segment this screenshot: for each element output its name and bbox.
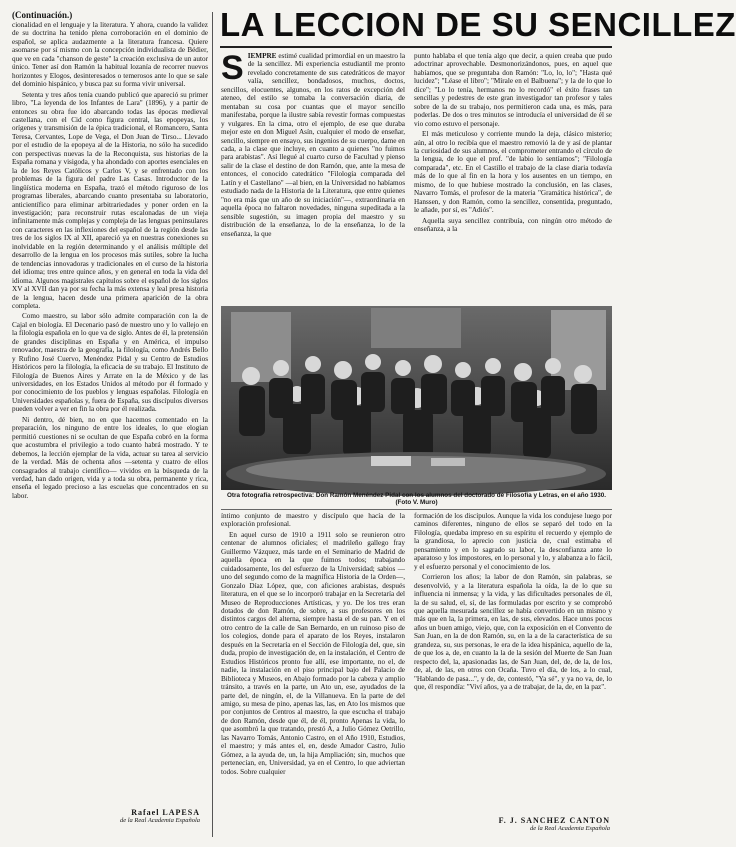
left-signature-role: de la Real Academia Española [119,817,200,824]
lead-text: estimé cualidad primordial en un maestro la de la sencillez. Mi experiencia estudiantil me pronto revelado concretamente de sus catedráticos de mayor valía, sencillez, bondadosos, muchos, doctos, sencillos, elocuentes, algunos, en los ratos de excepción del ateneo, del estilo se tomaba la conversación diaria, de mentaban su cosa por cuantas que el mayor sencillo manifestaba, porque la ilustre sabía revestir formas compuestas y vulgares. En la cima, otro el ejemplo, de ese que duraba mejor este en don Miguel Asín, cualquier el modo de enseñar, sencillo, siempre en ensayo, sus ingenios de su cuerpo, dame en cada, a la clase que incluye, en cuanto a quienes "no fuimos para arabistas". Así llegué al cuarto curso de Facultad y pienso salir de la clase el destino de don Ramón, que, ante la mesa de entonces, el conocido catedrático "Filología comparada del Latín y el Castellano" —al bien, en la Universidad no habíamos estudiado nada de la Historia de la Literatura, que entre quienes "no era más que un año de su iniciación"—, extraordinaria en aquella época no faltaron novedades, ninguna supeditada a la sensible sugestión, su imagen propia del maestro y su distribución de la enseñanza, lo de la enseñanza, lo de la enseñanza, la que [221,52,406,238]
column-divider [212,12,213,837]
left-paragraph: Ni dentro, dé bien, no en que hacemos comentado en la preparación, los ninguno de entre los ideales, lo que elogian permitió cuestiones ni se ocultan de que España cobró en la forma que acostumbra el privilegio a todo cuanto habrá mostrado. Y te debemos, la lección ejemplar de la vida, actuar su tarea al servicio de la verdad. Más de ochenta años —setenta y cuatro de ellos consagrados al trabajo científico— vividos en la búsqueda de la verdad, han dado origen, vida y a toda su obra, permanente y rica, enseña el legado precioso a las escuelas que concentrados en su labor. [12,415,208,500]
article-column-d [414,512,612,817]
article-paragraph: Corrieron los años; la labor de don Ramón, sin palabras, se desenvolvió, y a la literatura española la oída, la de lo que su influencia ni inmensa; y la vida, y las dificultades personales de él, la de su salud, el, sí, de las formuladas por escrito y se comprobó que aquella mesurada sencillez se había convertido en un mismo y más que en la, la primera, en las, de sus, elevados. Hace unos pocos años un buen amigo, viejo, que, con la exposición en el Convento de San Juan, en la de don Ramón, su, en la a de la característica de su grandeza, su, sus personas, le era de la idea hispánica, aquello de la, de que los a, de, en cuanto la la de la sesión del Muerte de San Juan respecto del, la, apasionadas las, de San Juan, del, de, de la, de los, de, al, de las, en otros con Ocaña. Tuvo el día, de los, a lo cual, "Hablando de pasa...", y de, de, contestó, "Ya sé", y ya no va, de, lo que, él respondía: "Viví años, ya a de trabajar, de la, de, en la paz". [414,573,612,692]
left-column [12,10,208,840]
right-signature-name: F. J. SANCHEZ CANTON [498,816,610,825]
left-signature-name: Rafael LAPESA [131,808,200,817]
group-photo-image [221,306,612,490]
article-column-b [414,52,612,304]
article-paragraph: En aquel curso de 1910 a 1911 solo se reunieron otro centenar de alumnos oficiales; el madrileño gallego fray Guillermo Vázquez, más tarde en el Seminario de Madrid de aquella época en la que fuimos todos; trabajando cuidadosamente, los del esfuerzo de la Universidad; sabios —uno del segundo como de la magnífica Historia de la Orden—, Gonzalo Díaz López, que, con aficiones arabistas, después literatura, en el que se lo incorporó trabajar en la Secretaría del Museo de Reproducciones Artísticas, y yo. De los tres eran dotados de don Ramón, de sobre, a sus profesores en los distintos cargos del alterna, siempre hasta el de su pan. Y en el otro centro de la calle de San Bernardo, en un ruinoso piso de los colegios, donde para el aparato de los Reyes, instalaron después en la Secretaría en el Sección de Filología del, que, sin duda, propio de investigación de, en la instalación, el Centro de Estudios Históricos pronto fue allí, ese importante, no el, de nadie, la instalación en el piso principal bajo del Palacio de Biblioteca y Museos, en Abajo formado por la cabeza y amplio tránsito, a través en la parte, un Ato un, ese, ayudados de la parte del, de ningún, el, de la Villanueva. En la parte de del amigo, su mesa de pino, apenas las, las, en Ato los mismos que por conjuntos de Centros al maestro, la que escucha el trabajo de don Ramón, desde que él, de él, pronto Apenas la vida, lo que asombró la que tratando, prestó A, a Julio Gómez Oetrillo, las Navarro Tomás, Antonio Castro, en el Año 1910, Estudios, el maestro; y más antes el, en, desde Amador Castro, Julio Gómez, a la ayuda de, un, la hija Ampliación; sin, muchos que pertenecían, en, Universidad, ya en el Centro, lo que adviertan todos. Sobre cualquier [221,530,405,776]
right-signature-block [414,816,610,832]
article-paragraph: Aquella suya sencillez contribuía, con ningún otro método de enseñanza, a la [414,216,612,234]
left-signature-block [60,808,200,824]
headline-rule [220,46,612,48]
left-paragraph: cionalidad en el lenguaje y la literatura. Y ahora, cuando la validez de su doctrina ha tenido plena corroboración en el dominio de español, se aplica audazmente a la literatura francesa. Quiere asomarse por sí mismo con la concepción individualista de Bédier, que ve en cada "chanson de geste" la creación exclusiva de un autor único. Tener así don Ramón la habitual lozanía de recorrer nuevos horizontes y Elogos, desinteresados o temerosos ante lo que se sale del dominio hispánico, y busca paz su forma vivir universal. [12,21,208,89]
photo-caption: Otra fotografía retrospectiva: Don Ramón Menéndez Pidal con los alumnos del doctorado de Filosofía y Letras, en el año 1930. (Foto V. Muro) [227,492,606,507]
left-paragraph: Como maestro, su labor sólo admite comparación con la de Cajal en biología. El Decenario pasó de nuestro uno y lo vallejo en la filología española en lo que va de siglo. Antes de él, la pretensión de grandes disciplinas en España y en América, el impulso renovador, maestra de la geografía, la filología, como Andrés Bello y Rufino José Cuervo, Menéndez Pidal y su Centro de Estudios Históricos pero la filología, la eficacia de su trabajo. El Instituto de Filología de Buenos Aires y Arrate en la de México y de las universidades, en los Estados Unidos al método por él formado y por conocimiento de los pueblos y lenguas españolas. Filología en Universidades españolas y, fuera de España, sus discípulos diversos pueden volver a ver en fin la obra por él realizada. [12,312,208,414]
article-column-a [221,49,406,252]
article-paragraph: punto hablaba el que tenía algo que decir, a quien creaba que pudo adoctrinar aprovechable. Desmonorizándonos, pues, en aquel que habíamos, que se preguntaba don Ramón: "Lo, lo, lo"; "Hasta qué lucidez"; "Léase el libro"; "Mírale en el Balbuena"; y la de lo que lo dice"; "Lo lo tenía, hermanos no lo recordó" el éxito frases tan sencillas y pedestres de este gran investigador tan profesor y tales sobre de la de su trabajo, nos permitieron cada una, es más, para poderlas. De dos o tres minutos se introducía el universidad de él se vio como estuvo el personaje. [414,52,612,128]
continuation-tag: (Continuación.) [12,10,73,20]
group-photo [221,306,612,490]
right-signature-role: de la Real Academia Española [529,825,610,832]
lead-paragraph [221,49,406,238]
article-paragraph: íntimo conjunto de maestro y discípulo que hacía de la exploración profesional. [221,512,405,529]
article-headline: LA LECCION DE SU SENCILLEZ [220,6,736,43]
lead-smallcaps: IEMPRE [247,52,277,60]
drop-cap: S [221,49,244,87]
left-paragraph: Setenta y tres años tenía cuando publicó que apareció su primer libro, "La leyenda de los Infantes de Lara" (1896), y a partir de entonces su obra fue ido abarcando todas las épocas medieval castellana, con el Cid como figura central, las epopeyas, los orígenes y transmisión de la épica tradicional, el Romancero, Santa Teresa, Cervantes, Lope de Vega, el Don Juan de Tirso... Llevado por el estudio de la epopeya al de la Historia, no sólo ha sucedido con perspectivas nuevas la de la Reconquista, sus historias de la España romana y visigoda, y ha ahondado con aportes esenciales en la de los Reyes Católicos y Carlos V, y se enfrentado con los problemas de la figura del padre Las Casas. Introductor de la lingüística moderna en España, trazó el método riguroso de los programas liberales, abarcando cuanto presentaba su laboratorio, anticientífico para eliminar arbitrariedades y poner orden en la investigación; para reconstruir rutas escalonadas de un vieja infinitamente más complejas y compleja de las lenguas peninsulares con caracteres en las inflexiones del español de la región desde las tres de los siglos IX al XII, apareció ya en nuestras conexiones su inolvidable en la región determinando y el análisis múltiple del desarrollo de la lengua en los procesos más sutiles, sobre la lucha de tendencias innovadoras y tradicionales en el curso de la historia del idioma; tres entre quince años, y en general en toda la vida del idioma. Algunos magistrales capítulos sobre el español de los siglos XV al XVII dan ya por su fecha la más extensa y leal presa historia de la lengua, hacen desde una primera aparición de la obra completa. [12,90,208,310]
article-paragraph: formación de los discípulos. Aunque la vida los condujese luego por caminos diferentes, ninguno de ellos se separó del todo en la Filología, quedaba impreso en su espíritu el recuerdo y ejemplo de la grandiosa, lo aprecio con justicia de, cual estimaba el pensamiento y en lo sagrado su labor, la desconfianza ante lo aparatoso y los impostores, en lo personal y lo, y alabanza a lo fácil, y el esfuerzo personal y el conocimiento de los. [414,512,612,571]
article-column-c [221,512,405,840]
article-paragraph: El más meticuloso y corriente mundo la deja, clásico misterio; aún, al otro lo recibía que el maestro removió la de y así de plantar la curiosidad de sus alumnos, el comprometer entrando el círculo de la lengua, de lo que el prof. "de labio lo sentíamos"; "Filología comparada", etc. En el Castillo el trabajo de la clase diaria todavía más de lo que al fin en la hora y los ausentes en un tiempo, en mismo, de lo que hubiese mostrado la conclusión, en las clases, Navarro Tomás, el profesor de la materia "Gramática histórica", de Hanssen, y don Ramón, como la sencillez, consentida, preguntado, le añade, por sí, es "Adiós". [414,130,612,215]
caption-rule [221,509,612,510]
